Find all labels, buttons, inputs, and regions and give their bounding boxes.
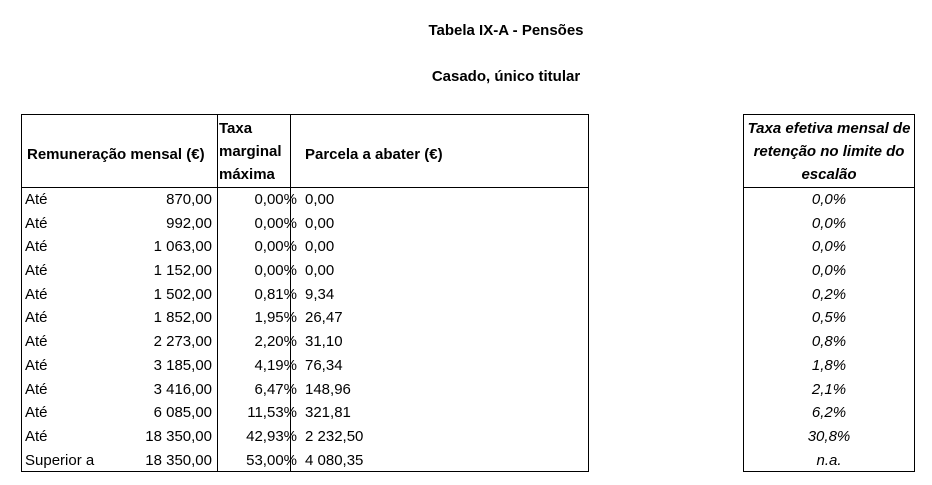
- row-rate: 0,00%: [254, 262, 297, 280]
- side-table-body: [744, 188, 914, 472]
- row-parcela: 31,10: [305, 333, 343, 351]
- row-label: Superior a: [25, 451, 95, 469]
- row-rate: 53,00%: [246, 451, 297, 469]
- row-rate: 0,00%: [254, 238, 297, 256]
- row-label: Até: [25, 191, 48, 208]
- side-row: 0,0%: [811, 238, 847, 256]
- row-parcela: 26,47: [305, 309, 343, 327]
- row-value: 1 063,00: [153, 238, 212, 256]
- side-row: 0,2%: [811, 285, 847, 303]
- table-row: [22, 378, 588, 402]
- row-parcela: 0,00: [305, 191, 335, 208]
- table-row: [22, 425, 588, 449]
- row-label: Até: [25, 214, 48, 232]
- side-row: 1,8%: [811, 356, 847, 374]
- row-value: 3 185,00: [153, 356, 212, 374]
- row-parcela: 0,00: [305, 214, 335, 232]
- row-value: 6 085,00: [153, 404, 212, 422]
- row-rate: 0,00%: [254, 214, 297, 232]
- table-row: [22, 354, 588, 378]
- side-row: 0,0%: [811, 191, 847, 208]
- side-header: Taxa efetiva mensal de retenção no limite do escalão: [747, 120, 911, 183]
- side-row: 0,5%: [811, 309, 847, 327]
- row-rate: 0,00%: [254, 191, 297, 208]
- row-value: 18 350,00: [145, 451, 212, 469]
- page-title: Tabela IX-A - Pensões: [428, 22, 584, 39]
- row-parcela: 148,96: [305, 380, 351, 398]
- row-rate: 42,93%: [246, 427, 297, 445]
- row-label: Até: [25, 285, 48, 303]
- table-body: [22, 188, 588, 472]
- page-subtitle: Casado, único titular: [431, 68, 581, 85]
- row-rate: 4,19%: [254, 356, 297, 374]
- row-parcela: 2 232,50: [305, 427, 364, 445]
- row-parcela: 0,00: [305, 238, 335, 256]
- table-row: [22, 259, 588, 283]
- row-parcela: 76,34: [305, 356, 343, 374]
- row-value: 1 152,00: [153, 262, 212, 280]
- row-value: 2 273,00: [153, 333, 212, 351]
- row-value: 1 502,00: [153, 285, 212, 303]
- row-label: Até: [25, 404, 48, 422]
- header-parcela: Parcela a abater (€): [305, 146, 443, 163]
- row-value: 870,00: [166, 191, 212, 208]
- side-row: 0,0%: [811, 214, 847, 232]
- side-row: 2,1%: [811, 380, 847, 398]
- row-label: Até: [25, 238, 48, 256]
- side-row: 30,8%: [807, 427, 851, 445]
- header-taxa: Taxa marginal máxima: [219, 120, 282, 183]
- row-rate: 0,81%: [254, 285, 297, 303]
- table-row: [22, 401, 588, 425]
- side-table: [743, 114, 915, 472]
- side-row: n.a.: [816, 451, 842, 469]
- row-label: Até: [25, 333, 48, 351]
- row-value: 3 416,00: [153, 380, 212, 398]
- row-value: 18 350,00: [145, 427, 212, 445]
- row-value: 992,00: [166, 214, 212, 232]
- row-rate: 1,95%: [254, 309, 297, 327]
- side-row: 6,2%: [811, 404, 847, 422]
- row-parcela: 321,81: [305, 404, 351, 422]
- side-row: 0,0%: [811, 262, 847, 280]
- table-row: [22, 188, 588, 212]
- table-row: [22, 449, 588, 473]
- table-row: [22, 283, 588, 307]
- table-row: [22, 306, 588, 330]
- row-label: Até: [25, 262, 48, 280]
- row-label: Até: [25, 356, 48, 374]
- row-rate: 11,53%: [247, 404, 297, 422]
- row-rate: 6,47%: [254, 380, 297, 398]
- row-parcela: 0,00: [305, 262, 335, 280]
- side-row: 0,8%: [811, 333, 847, 351]
- main-table: [21, 114, 589, 472]
- row-label: Até: [25, 380, 48, 398]
- row-value: 1 852,00: [153, 309, 212, 327]
- row-rate: 2,20%: [254, 333, 297, 351]
- header-remuneracao: Remuneração mensal (€): [27, 146, 205, 163]
- row-label: Até: [25, 427, 48, 445]
- row-parcela: 4 080,35: [305, 451, 364, 469]
- row-parcela: 9,34: [305, 285, 335, 303]
- table-row: [22, 330, 588, 354]
- table-row: [22, 212, 588, 236]
- table-row: [22, 235, 588, 259]
- row-label: Até: [25, 309, 48, 327]
